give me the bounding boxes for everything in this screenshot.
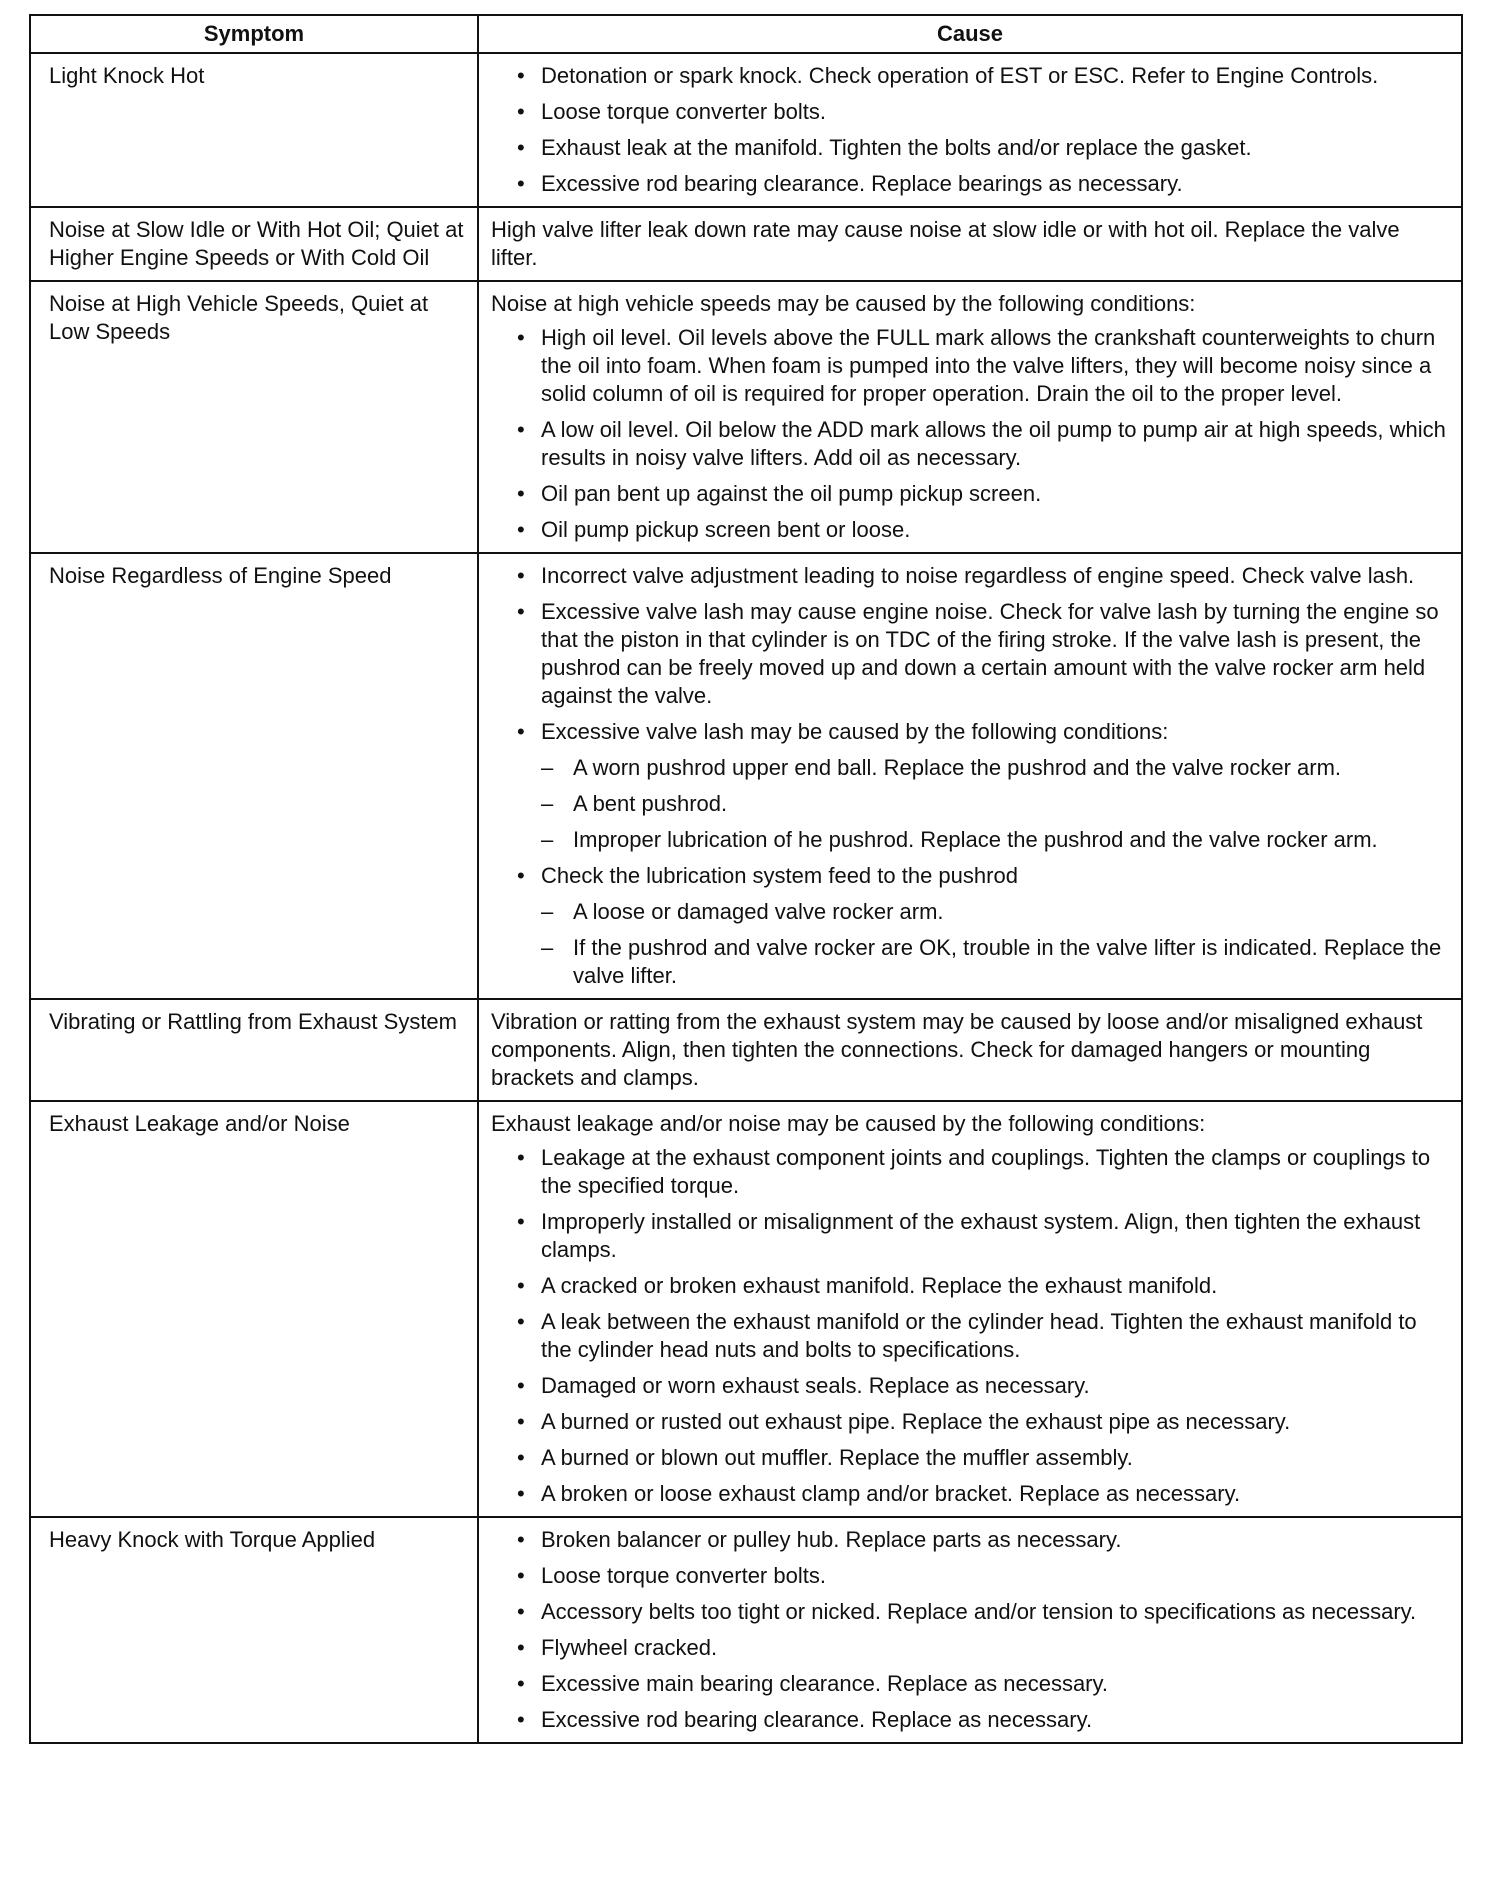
symptom-cell: Light Knock Hot	[30, 53, 478, 207]
cause-list-item	[515, 1408, 1447, 1436]
cause-item-text: Excessive valve lash may be caused by the following conditions:	[541, 719, 1169, 744]
cause-list-item	[515, 516, 1447, 544]
cause-list	[491, 324, 1447, 544]
sub-cause-item	[541, 826, 1447, 854]
bullet-icon: •	[517, 1635, 525, 1660]
table-row	[30, 1101, 1462, 1517]
table-row	[30, 999, 1462, 1101]
cause-cell	[478, 1517, 1462, 1743]
cause-item-text: Damaged or worn exhaust seals. Replace as necessary.	[541, 1373, 1090, 1398]
troubleshooting-document	[29, 14, 1461, 1744]
cause-item-text: Broken balancer or pulley hub. Replace parts as necessary.	[541, 1527, 1122, 1552]
cause-list-item	[515, 562, 1447, 590]
cause-intro-text: High valve lifter leak down rate may cause noise at slow idle or with hot oil. Replace the valve lifter.	[491, 217, 1400, 270]
bullet-icon: •	[517, 1707, 525, 1732]
bullet-icon: •	[517, 1209, 525, 1234]
table-row	[30, 53, 1462, 207]
bullet-icon: •	[517, 1373, 525, 1398]
dash-icon: –	[541, 827, 554, 852]
sub-cause-text: If the pushrod and valve rocker are OK, trouble in the valve lifter is indicated. Replace the valve lifter.	[573, 935, 1442, 988]
cause-cell	[478, 553, 1462, 999]
sub-cause-text: Improper lubrication of he pushrod. Replace the pushrod and the valve rocker arm.	[573, 827, 1378, 852]
cause-item-text: A burned or blown out muffler. Replace the muffler assembly.	[541, 1445, 1133, 1470]
bullet-icon: •	[517, 171, 525, 196]
symptom-cause-table	[29, 14, 1463, 1744]
cause-list	[491, 562, 1447, 990]
bullet-icon: •	[517, 1273, 525, 1298]
table-row	[30, 207, 1462, 281]
symptom-cell: Vibrating or Rattling from Exhaust System	[30, 999, 478, 1101]
sub-cause-list	[541, 898, 1447, 990]
cause-cell	[478, 999, 1462, 1101]
cause-column-header: Cause	[478, 15, 1462, 53]
bullet-icon: •	[517, 563, 525, 588]
cause-item-text: Check the lubrication system feed to the pushrod	[541, 863, 1018, 888]
cause-list-item	[515, 598, 1447, 710]
symptom-cell: Heavy Knock with Torque Applied	[30, 1517, 478, 1743]
cause-cell	[478, 281, 1462, 553]
dash-icon: –	[541, 935, 554, 960]
cause-list-item	[515, 1480, 1447, 1508]
cause-item-text: Excessive rod bearing clearance. Replace as necessary.	[541, 1707, 1093, 1732]
sub-cause-item	[541, 898, 1447, 926]
cause-intro-text: Vibration or ratting from the exhaust system may be caused by loose and/or misaligned exhaust components. Align, then tighten the connections. Check for damaged hangers or mounting brackets and clamps.	[491, 1009, 1423, 1090]
cause-list-item	[515, 1208, 1447, 1264]
cause-list-item	[515, 1526, 1447, 1554]
cause-item-text: Excessive rod bearing clearance. Replace bearings as necessary.	[541, 171, 1183, 196]
dash-icon: –	[541, 899, 554, 924]
cause-item-text: Flywheel cracked.	[541, 1635, 718, 1660]
cause-item-text: A leak between the exhaust manifold or the cylinder head. Tighten the exhaust manifold to the cylinder head nuts and bolts to specifications.	[541, 1309, 1417, 1362]
header-row	[30, 15, 1462, 53]
table-row	[30, 1517, 1462, 1743]
sub-cause-text: A worn pushrod upper end ball. Replace the pushrod and the valve rocker arm.	[573, 755, 1342, 780]
cause-list-item	[515, 62, 1447, 90]
cause-item-text: A broken or loose exhaust clamp and/or bracket. Replace as necessary.	[541, 1481, 1241, 1506]
symptom-cell: Noise Regardless of Engine Speed	[30, 553, 478, 999]
sub-cause-text: A bent pushrod.	[573, 791, 728, 816]
cause-item-text: A low oil level. Oil below the ADD mark allows the oil pump to pump air at high speeds, which results in noisy valve lifters. Add oil as necessary.	[541, 417, 1446, 470]
cause-item-text: Incorrect valve adjustment leading to noise regardless of engine speed. Check valve lash.	[541, 563, 1415, 588]
cause-item-text: Excessive main bearing clearance. Replace as necessary.	[541, 1671, 1108, 1696]
cause-list-item	[515, 134, 1447, 162]
cause-cell	[478, 207, 1462, 281]
bullet-icon: •	[517, 1563, 525, 1588]
cause-cell	[478, 1101, 1462, 1517]
cause-list-item	[515, 1634, 1447, 1662]
cause-list-item	[515, 862, 1447, 990]
cause-list-item	[515, 1444, 1447, 1472]
cause-item-text: Loose torque converter bolts.	[541, 99, 826, 124]
cause-list-item	[515, 718, 1447, 854]
cause-list-item	[515, 98, 1447, 126]
cause-item-text: A burned or rusted out exhaust pipe. Replace the exhaust pipe as necessary.	[541, 1409, 1291, 1434]
cause-item-text: Leakage at the exhaust component joints and couplings. Tighten the clamps or couplings to the specified torque.	[541, 1145, 1431, 1198]
bullet-icon: •	[517, 1527, 525, 1552]
bullet-icon: •	[517, 599, 525, 624]
dash-icon: –	[541, 755, 554, 780]
bullet-icon: •	[517, 863, 525, 888]
cause-item-text: Oil pan bent up against the oil pump pickup screen.	[541, 481, 1042, 506]
bullet-icon: •	[517, 1599, 525, 1624]
bullet-icon: •	[517, 417, 525, 442]
cause-list-item	[515, 1598, 1447, 1626]
sub-cause-item	[541, 934, 1447, 990]
bullet-icon: •	[517, 1409, 525, 1434]
bullet-icon: •	[517, 99, 525, 124]
dash-icon: –	[541, 791, 554, 816]
cause-intro-text: Noise at high vehicle speeds may be caused by the following conditions:	[491, 291, 1196, 316]
table-body	[30, 53, 1462, 1743]
cause-cell	[478, 53, 1462, 207]
cause-list-item	[515, 416, 1447, 472]
cause-item-text: Detonation or spark knock. Check operation of EST or ESC. Refer to Engine Controls.	[541, 63, 1379, 88]
symptom-column-header: Symptom	[30, 15, 478, 53]
cause-list-item	[515, 1706, 1447, 1734]
cause-item-text: High oil level. Oil levels above the FULL mark allows the crankshaft counterweights to churn the oil into foam. When foam is pumped into the valve lifters, they will become noisy since a solid column of oil is required for proper operation. Drain the oil to the proper level.	[541, 325, 1436, 406]
bullet-icon: •	[517, 517, 525, 542]
cause-list-item	[515, 1272, 1447, 1300]
cause-item-text: Oil pump pickup screen bent or loose.	[541, 517, 911, 542]
symptom-cell: Noise at High Vehicle Speeds, Quiet at Low Speeds	[30, 281, 478, 553]
cause-item-text: A cracked or broken exhaust manifold. Replace the exhaust manifold.	[541, 1273, 1218, 1298]
table-row	[30, 553, 1462, 999]
cause-item-text: Accessory belts too tight or nicked. Replace and/or tension to specifications as necessary.	[541, 1599, 1417, 1624]
cause-list-item	[515, 1308, 1447, 1364]
table-row	[30, 281, 1462, 553]
cause-list-item	[515, 480, 1447, 508]
cause-item-text: Exhaust leak at the manifold. Tighten the bolts and/or replace the gasket.	[541, 135, 1252, 160]
cause-list-item	[515, 1670, 1447, 1698]
cause-list-item	[515, 170, 1447, 198]
sub-cause-list	[541, 754, 1447, 854]
cause-list-item	[515, 324, 1447, 408]
bullet-icon: •	[517, 719, 525, 744]
sub-cause-item	[541, 790, 1447, 818]
sub-cause-item	[541, 754, 1447, 782]
bullet-icon: •	[517, 135, 525, 160]
sub-cause-text: A loose or damaged valve rocker arm.	[573, 899, 944, 924]
cause-item-text: Improperly installed or misalignment of the exhaust system. Align, then tighten the exhaust clamps.	[541, 1209, 1421, 1262]
cause-list	[491, 1144, 1447, 1508]
cause-item-text: Loose torque converter bolts.	[541, 1563, 826, 1588]
cause-list	[491, 1526, 1447, 1734]
bullet-icon: •	[517, 1145, 525, 1170]
cause-list	[491, 62, 1447, 198]
bullet-icon: •	[517, 1481, 525, 1506]
cause-intro-text: Exhaust leakage and/or noise may be caused by the following conditions:	[491, 1111, 1206, 1136]
cause-list-item	[515, 1144, 1447, 1200]
symptom-cell: Exhaust Leakage and/or Noise	[30, 1101, 478, 1517]
cause-list-item	[515, 1372, 1447, 1400]
bullet-icon: •	[517, 1445, 525, 1470]
bullet-icon: •	[517, 1671, 525, 1696]
bullet-icon: •	[517, 1309, 525, 1334]
bullet-icon: •	[517, 63, 525, 88]
bullet-icon: •	[517, 325, 525, 350]
cause-item-text: Excessive valve lash may cause engine noise. Check for valve lash by turning the engine so that the piston in that cylinder is on TDC of the firing stroke. If the valve lash is present, the pushrod can be freely moved up and down a certain amount with the valve rocker arm held against the valve.	[541, 599, 1439, 708]
symptom-cell: Noise at Slow Idle or With Hot Oil; Quiet at Higher Engine Speeds or With Cold Oil	[30, 207, 478, 281]
cause-list-item	[515, 1562, 1447, 1590]
bullet-icon: •	[517, 481, 525, 506]
